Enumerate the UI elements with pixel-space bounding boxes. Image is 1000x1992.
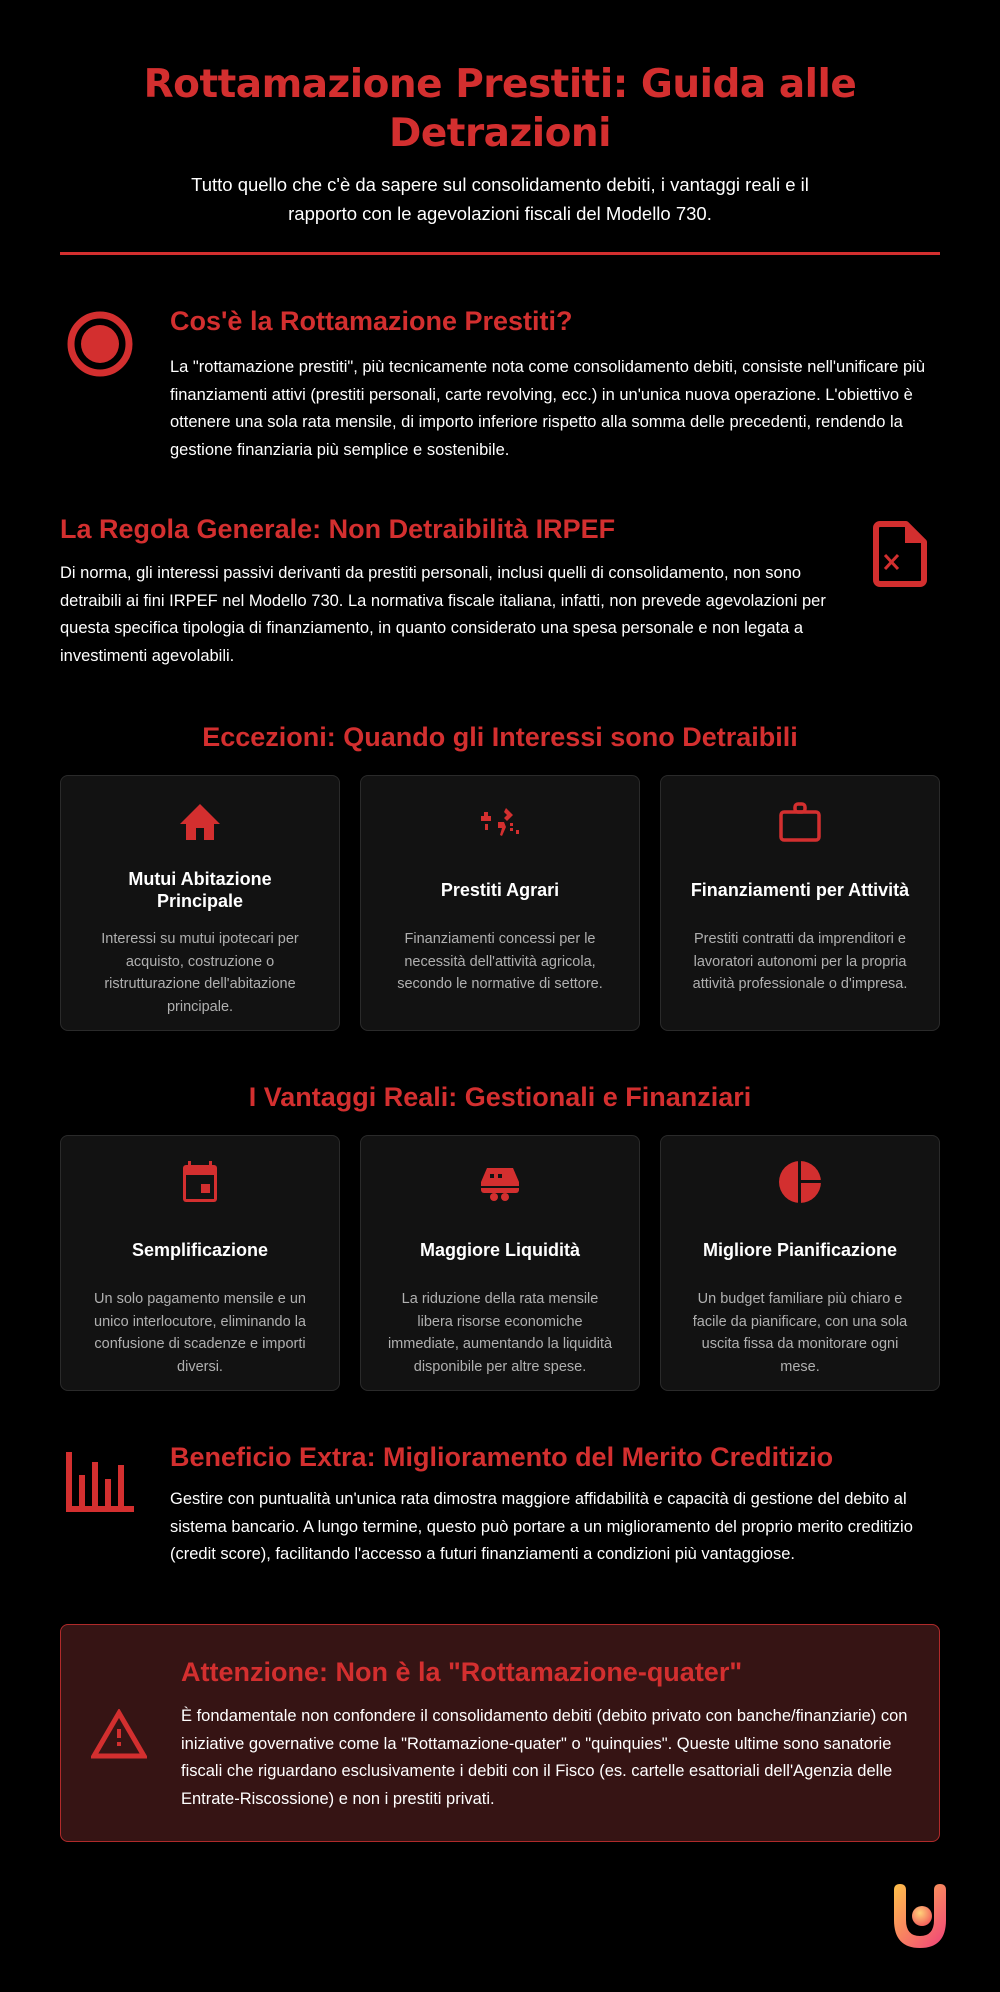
card-text: Un budget familiare più chiaro e facile da pianificare, con una sola uscita fissa da monitorare ogni mese. [692, 1291, 908, 1375]
exception-card-agrari [360, 775, 640, 1031]
card-text: La riduzione della rata mensile libera risorse economiche immediate, aumentando la liquidità disponibile per altre spese. [387, 1291, 613, 1375]
warning-text: È fondamentale non confondere il consolidamento debiti (debito privato con banche/finanziarie) con iniziative governative come la "Rottamazione-quater" o "quinquies". Queste ultime sono sanatorie fiscali che riguardano esclusivamente i debiti con il Fisco (es. cartelle esattoriali dell'Agenzia delle Entrate-Riscossione) e non i prestiti privati. [181, 1707, 908, 1808]
advantage-card-pianificazione [660, 1135, 940, 1391]
exceptions-cards [60, 775, 940, 1031]
header-divider [60, 252, 940, 255]
card-text: Un solo pagamento mensile e un unico interlocutore, eliminando la confusione di scadenze e importi diversi. [94, 1291, 306, 1375]
pie-chart-icon [778, 1160, 822, 1204]
section-general-rule [60, 512, 840, 670]
page-subtitle: Tutto quello che c'è da sapere sul consolidamento debiti, i vantaggi reali e il rapporto con le agevolazioni fiscali del Modello 730. [191, 174, 809, 224]
card-title: Finanziamenti per Attività [690, 880, 910, 900]
card-title: Semplificazione [131, 1240, 269, 1260]
section-title: La Regola Generale: Non Detraibilità IRPEF [60, 514, 616, 544]
section-what-is [170, 304, 940, 464]
advantage-card-liquidita [360, 1135, 640, 1391]
warning-triangle-icon [91, 1709, 147, 1759]
warning-title: Attenzione: Non è la "Rottamazione-quater" [181, 1657, 743, 1687]
card-text: Prestiti contratti da imprenditori e lavoratori autonomi per la propria attività professionale o d'impresa. [692, 931, 908, 992]
calendar-icon [178, 1160, 222, 1204]
advantages-title: I Vantaggi Reali: Gestionali e Finanziari [248, 1082, 752, 1112]
record-circle-icon [66, 310, 134, 378]
bar-chart-icon [66, 1450, 134, 1514]
card-title: Maggiore Liquidità [420, 1240, 580, 1260]
brand-logo-icon [886, 1882, 954, 1950]
advantages-cards [60, 1135, 940, 1391]
section-extra-benefit [170, 1440, 940, 1569]
advantage-card-semplificazione [60, 1135, 340, 1391]
section-title: Beneficio Extra: Miglioramento del Merito Creditizio [170, 1442, 834, 1472]
liquidity-icon [478, 1160, 522, 1204]
exception-card-mutui [60, 775, 340, 1031]
card-title: Mutui Abitazione Principale [128, 869, 272, 911]
card-text: Finanziamenti concessi per le necessità dell'attività agricola, secondo le normative di settore. [397, 931, 603, 992]
briefcase-icon [778, 800, 822, 844]
file-x-icon [872, 520, 928, 588]
exceptions-title: Eccezioni: Quando gli Interessi sono Detraibili [202, 722, 798, 752]
page-title: Rottamazione Prestiti: Guida alle Detrazioni [143, 62, 857, 156]
exception-card-attivita [660, 775, 940, 1031]
section-text: Gestire con puntualità un'unica rata dimostra maggiore affidabilità e capacità di gestione del debito al sistema bancario. A lungo termine, questo può portare a un miglioramento del proprio merito creditizio (credit score), facilitando l'accesso a futuri finanziamenti a condizioni più vantaggiose. [170, 1490, 913, 1563]
card-title: Migliore Pianificazione [702, 1240, 898, 1260]
card-title: Prestiti Agrari [440, 880, 560, 900]
house-icon [178, 800, 222, 844]
agriculture-icon [478, 800, 522, 844]
section-title: Cos'è la Rottamazione Prestiti? [170, 306, 573, 336]
warning-box [60, 1624, 940, 1842]
section-text: La "rottamazione prestiti", più tecnicamente nota come consolidamento debiti, consiste nell'unificare più finanziamenti attivi (prestiti personali, carte revolving, ecc.) in un'unica nuova operazione. L'obiettivo è ottenere una sola rata mensile, di importo inferiore rispetto alla somma delle precedenti, rendendo la gestione finanziaria più semplice e sostenibile. [170, 358, 926, 459]
card-text: Interessi su mutui ipotecari per acquisto, costruzione o ristrutturazione dell'abitazione principale. [101, 931, 299, 1015]
section-text: Di norma, gli interessi passivi derivanti da prestiti personali, inclusi quelli di consolidamento, non sono detraibili ai fini IRPEF nel Modello 730. La normativa fiscale italiana, infatti, non prevede agevolazioni per questa specifica tipologia di finanziamento, in quanto considerato una spesa personale e non legata a investimenti agevolabili. [60, 564, 826, 665]
